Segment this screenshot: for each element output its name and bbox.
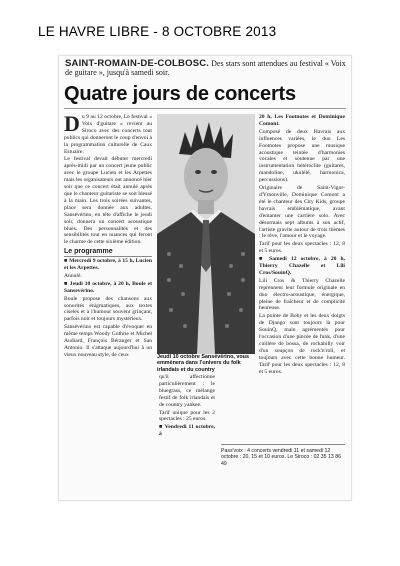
- article-kicker: [65, 59, 347, 77]
- portrait-image: [157, 114, 255, 354]
- intro-text: u 9 au 12 octobre, Le festival « Voix d'guitare » revient au Siroco avec des concerts tout publics qui donneront le coup d'envoi à la programmation culturelle de Caux Estuaire.: [64, 114, 153, 155]
- kicker-place: SAINT-ROMAIN-DE-COLBOSC.: [65, 58, 210, 69]
- programme-cancelled: Annulé.: [64, 272, 82, 279]
- article-column-2: [159, 374, 215, 439]
- programme-item-jeudi: ■ Jeudi 10 octobre, à 20 h, Boule et Sansevérino.: [64, 280, 152, 294]
- programme-item-mercredi: ■ Mercredi 9 octobre, à 15 h, Lucien et les Arpettes.: [64, 258, 152, 272]
- article-headline: Quatre jours de concerts: [64, 83, 296, 105]
- paragraph: Tarif unique pour les 2 spectacles : 25 euros.: [159, 409, 215, 423]
- photo-caption: Jeudi 10 octobre Sansévérino, vous emmènera dans l'univers du folk irlandais et du country: [157, 354, 249, 373]
- headline-rule: [64, 108, 346, 109]
- programme-title: Le programme: [64, 249, 152, 257]
- paragraph: Originaire de Saint-Vigor-d'Ymonville, Dominique Comont a été le chanteur des City Kids, groupe havrais emblématique, avant d'entamer une carrière solo. Avec désormais sept albums à son actif, l'artiste gravite autour de trois thèmes : le rêve, l'amour et le voyage.: [259, 185, 345, 240]
- artist-photo: [157, 114, 255, 354]
- info-box: Pass'voix : 4 concerts vendredi 11 et samedi 12 octobre : 20, 15 et 10 euros. Le Siroco : 02 35 13 86 49: [221, 444, 345, 492]
- paragraph: Tarif pour les deux spectacles : 12, 8 et 5 euros.: [259, 241, 345, 255]
- paragraph: Boule propose des chansons aux sonorités énigmatiques, aux textes ciselés et à l'humour souvent grinçant, parfois noir et toujours mystérieux.: [64, 295, 152, 323]
- intro-paragraph: [64, 111, 153, 155]
- newspaper-clipping: [58, 55, 352, 501]
- paragraph: Le festival devait débuter mercredi après-midi par un concert jeune public avec le groupe Lucien et les Arpettes mais les organisateurs ont annoncé hier soir que ce concert était annulé après que le chanteur guitariste se soit blessé à la main. Les trois soirées suivantes, place sera donnée aux adultes. Sansévérino, en tête d'affiche le jeudi soir, donnera un concert acoustique blues. Des personnalités et des sensibilités tout en nuances qui feront le charme de cette sixième édition.: [64, 156, 152, 246]
- kicker-text: Des stars sont attendues au festival « Voix de guitare », jusqu'à samedi soir.: [65, 59, 346, 77]
- paragraph: qu'il affectionne particulièrement : le bluegrass, ce mélange festif de folk irlandais et de country yankee.: [159, 374, 215, 408]
- paragraph: Lili Cros & Thierry Chazelle reprennent leur formule originale en duo électro-acoustique, énergique, pleine de fraîcheur et de complicité heureuse.: [259, 277, 345, 312]
- article-column-3: [259, 114, 345, 377]
- article-column-1: [64, 111, 153, 360]
- programme-item-samedi: ■ Samedi 12 octobre, à 20 h, Thierry Chazelle et Lili Cros/SouinQ.: [259, 256, 345, 276]
- paragraph: La pointe de Boby et les deux doigts de Django sont toujours là pour SouinQ, main agrémentés pour l'occasion d'une pincée de funk, d'une cuillère de bossa, de rockabilly voir d'un soupçon de rock'n'roll, et toujours avec cette bonne humeur. Tarif pour les deux spectacles : 12, 8 et 5 euros.: [259, 313, 345, 375]
- programme-item-footnotes: 20 h, Les Footnotes et Dominique Comont.: [259, 114, 345, 127]
- paragraph: Composé de deux Havrais aux influences variées, le duo Les Footnotes propose une musique acoustique teintée d'harmonies vocales et soutenue par une instrumentation hétéroclite (guitares, mandoline, ukulélé, harmonica, percussions).: [259, 128, 345, 184]
- dropcap: D: [64, 111, 80, 136]
- programme-item-vendredi: ■ Vendredi 11 octobre, à: [159, 424, 215, 438]
- publication-header: LE HAVRE LIBRE - 8 OCTOBRE 2013: [38, 24, 277, 39]
- paragraph: Sansévérino est capable d'évoquer en même temps Woody Guthrie et Michel Audiard, François Béranger et San Antonio. Il s'attaque aujourd'hui à un vieux nouveau style, de ceux: [64, 324, 152, 358]
